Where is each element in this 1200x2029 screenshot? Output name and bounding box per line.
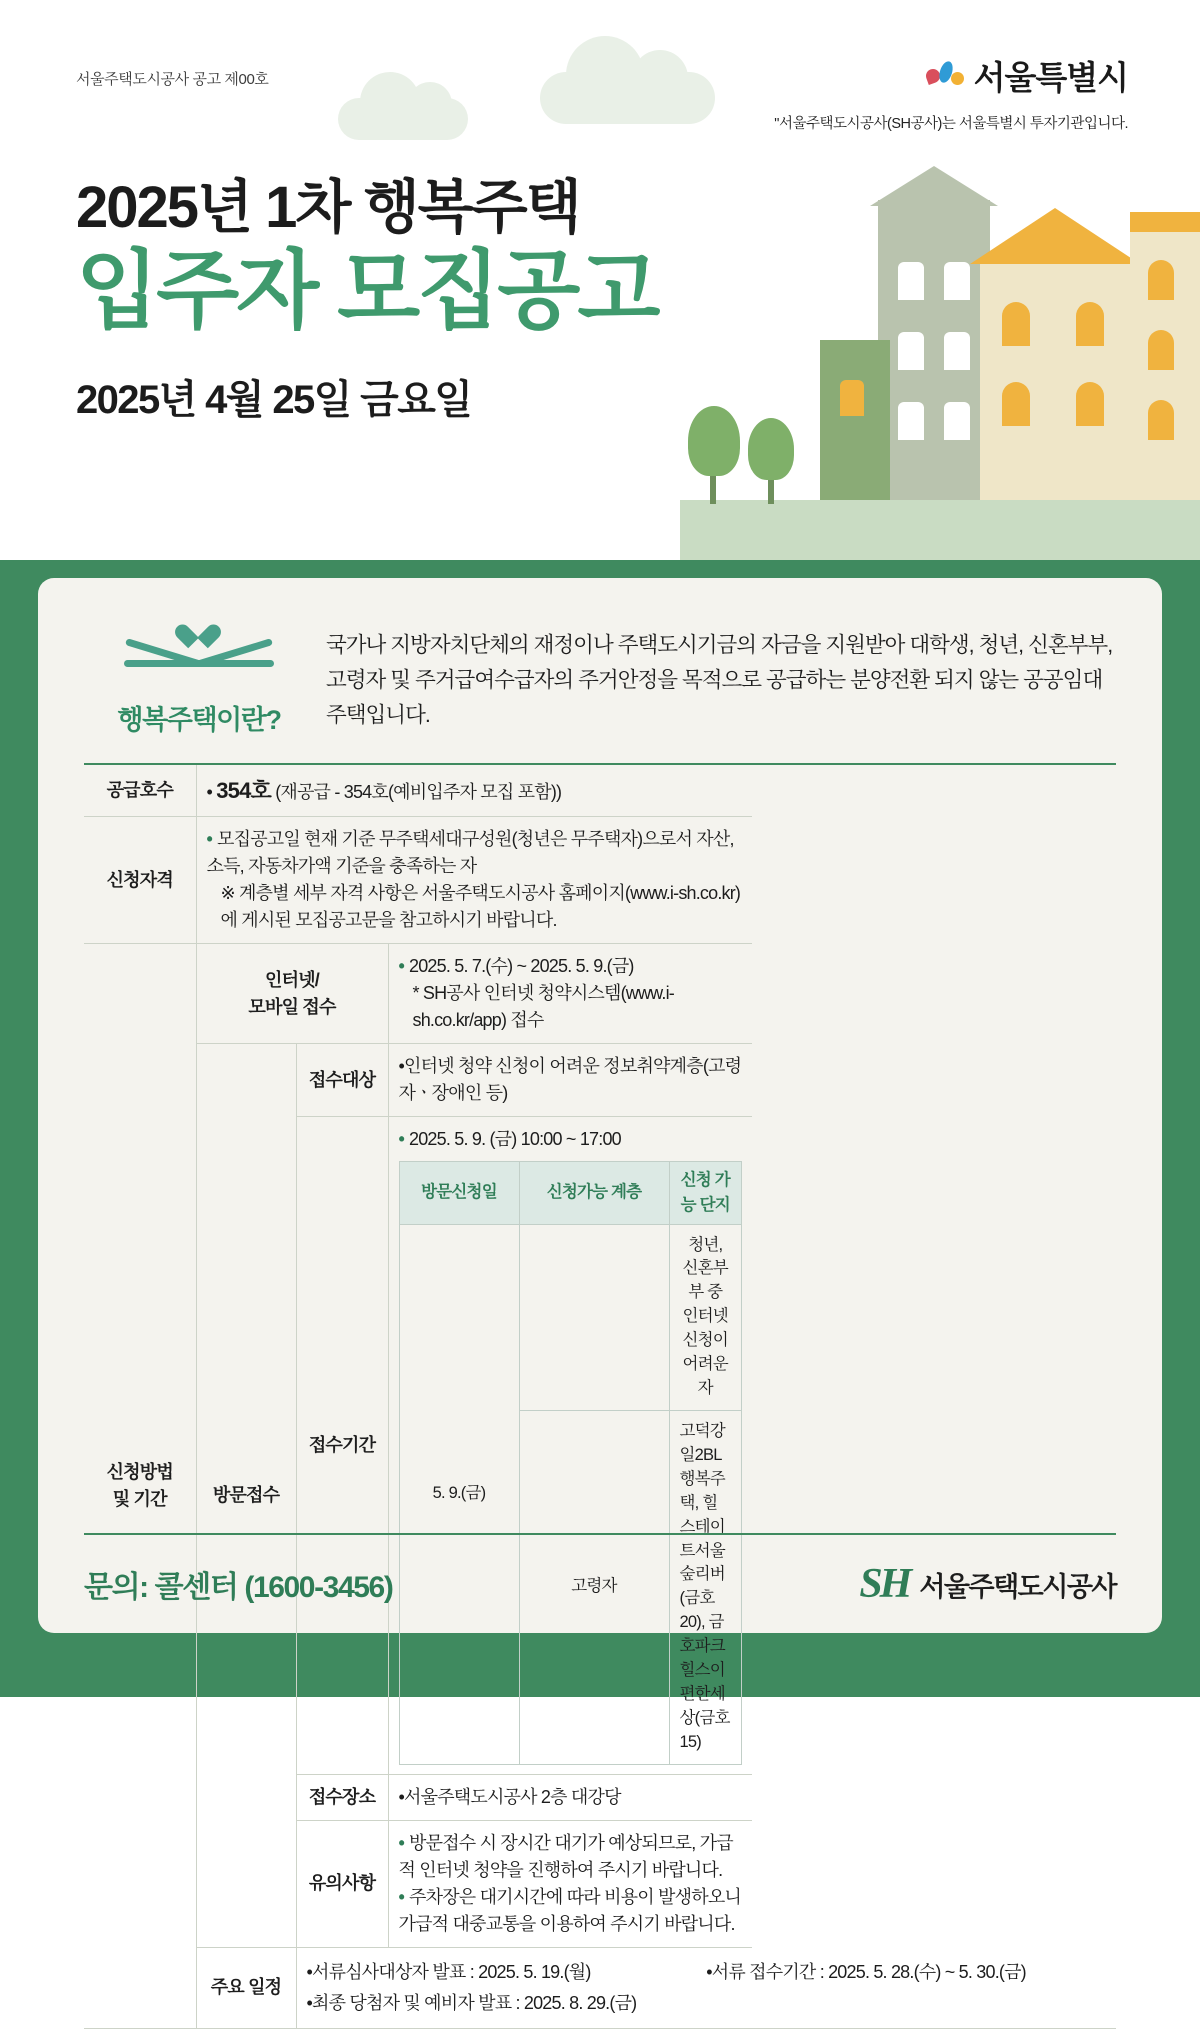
visit-table-header-row: [399, 1162, 742, 1225]
village-illustration: [680, 130, 1200, 560]
sh-logo: [859, 1560, 1116, 1608]
row-value-supply: • 354호 (재공급 - 354호(예비입주자 모집 포함)): [196, 765, 752, 817]
poster-title-block: [76, 175, 657, 425]
visit-schedule-table: [399, 1161, 743, 1765]
supply-detail: (재공급 - 354호(예비입주자 모집 포함)): [275, 782, 562, 802]
visit-table-row: [399, 1224, 742, 1410]
row-label-visit-caution: 유의사항: [296, 1820, 388, 1947]
table-row-visit-target: [84, 1044, 1116, 1117]
visit-target-value: 인터넷 청약 신청이 어려운 정보취약계층(고령자ㆍ장애인 등): [398, 1056, 742, 1103]
sh-logo-text: 서울주택도시공사: [919, 1571, 1116, 1602]
intro-badge-label: 행복주택이란?: [117, 705, 281, 735]
seoul-symbol-icon: [926, 59, 966, 93]
intro-badge: [84, 616, 314, 737]
cloud-icon: [338, 98, 468, 140]
visit-caution-1: 방문접수 시 장시간 대기가 예상되므로, 가급적 인터넷 청약을 진행하여 주시기 바랍니다.: [398, 1832, 733, 1880]
internet-system: * SH공사 인터넷 청약시스템(www.i-sh.co.kr/app) 접수: [412, 983, 674, 1030]
table-row-apply-internet: [84, 944, 1116, 1044]
cloud-icon: [540, 72, 715, 124]
row-label-visit-target: 접수대상: [296, 1044, 388, 1117]
row-label-visit-place: 접수장소: [296, 1774, 388, 1820]
content-panel: [38, 578, 1162, 2013]
eligibility-line-2: ※ 계층별 세부 자격 사항은 서울주택도시공사 홈페이지(www.i-sh.co.kr)에 게시된 모집공고문을 참고하시기 바랍니다.: [220, 883, 741, 930]
info-table: [84, 765, 1116, 2029]
row-label-internet: [196, 944, 388, 1044]
happy-house-icon: [124, 616, 274, 692]
visit-place-value: 서울주택도시공사 2층 대강당: [404, 1786, 621, 1807]
internet-label-line-2: 모바일 접수: [248, 996, 336, 1017]
visit-caution-2: 주차장은 대기시간에 따라 비용이 발생하오니 가급적 대중교통을 이용하여 주시기 바랍니다.: [398, 1886, 741, 1934]
poster-header: [0, 0, 1200, 560]
apply-label-line-2: 및 기간: [112, 1488, 167, 1509]
row-label-eligibility: 신청자격: [84, 817, 196, 944]
intro-section: [38, 578, 1162, 737]
row-value-eligibility: • 모집공고일 현재 기준 무주택세대구성원(청년은 무주택자)으로서 자산, 소득, 자동차가액 기준을 충족하는 자 ※ 계층별 세부 자격 사항은 서울주택도시공사 홈페이지(www.i-sh.co.kr)에 게시된 모집공고문을 참고하시기 바랍니다.: [196, 817, 752, 944]
seoul-city-logo: [926, 52, 1128, 99]
schedule-item-text: 최종 당첨자 및 예비자 발표 : 2025. 8. 29.(금): [312, 1992, 637, 2013]
schedule-item: •서류 접수기간 : 2025. 5. 28.(수) ~ 5. 30.(금): [706, 1961, 1026, 1982]
row-label-visit: 방문접수: [196, 1044, 296, 1948]
row-label-schedule: 주요 일정: [196, 1947, 296, 2028]
call-center-text: 문의: 콜센터 (1600-3456): [84, 1571, 393, 1604]
row-value-schedule: [296, 1947, 1116, 2028]
row-value-visit-place: •서울주택도시공사 2층 대강당: [388, 1774, 752, 1820]
row-label-supply: 공급호수: [84, 765, 196, 817]
row-value-internet: • 2025. 5. 7.(수) ~ 2025. 5. 9.(금) * SH공사 인터넷 청약시스템(www.i-sh.co.kr/app) 접수: [388, 944, 752, 1044]
sh-mark-icon: SH: [859, 1561, 910, 1607]
schedule-item-text: 서류심사대상자 발표 : 2025. 5. 19.(월): [312, 1961, 591, 1982]
apply-label-line-1: 신청방법: [106, 1461, 173, 1482]
visit-period-value: 2025. 5. 9. (금) 10:00 ~ 17:00: [409, 1129, 621, 1149]
seoul-subtitle: "서울주택도시공사(SH공사)는 서울특별시 투자기관입니다.: [774, 116, 1128, 132]
supply-count: 354호: [216, 778, 271, 803]
title-date: 2025년 4월 25일 금요일: [76, 378, 472, 423]
row-value-visit-period: • 2025. 5. 9. (금) 10:00 ~ 17:00 방문신청일 신청가능 계층 신청 가능 단지 5. 9.(금) 청년, 신혼부부 중 인터넷 신청이 어려운 자 고령자 고덕강일2BL 행복주택, 힐스테이트서울숲리버(금호20), 금호파크힐스이편한세상(금호15): [388, 1117, 752, 1775]
seoul-logo-text: 서울특별시: [973, 59, 1128, 96]
schedule-item-text: 서류 접수기간 : 2025. 5. 28.(수) ~ 5. 30.(금): [711, 1961, 1026, 1982]
visit-col-tier: 신청가능 계층: [519, 1162, 669, 1225]
visit-row-tier-2: 고령자: [519, 1410, 669, 1764]
visit-row-tier-1: [519, 1224, 669, 1410]
title-line-2: 입주자 모집공고: [76, 242, 658, 339]
internet-label-line-1: 인터넷/: [265, 969, 319, 990]
row-value-visit-caution: • 방문접수 시 장시간 대기가 예상되므로, 가급적 인터넷 청약을 진행하여 주시기 바랍니다. • 주차장은 대기시간에 따라 비용이 발생하오니 가급적 대중교통을 이용하여 주시기 바랍니다.: [388, 1820, 752, 1947]
notice-number: 서울주택도시공사 공고 제00호: [76, 71, 269, 88]
schedule-item: •서류심사대상자 발표 : 2025. 5. 19.(월): [306, 1961, 591, 1982]
row-label-apply: [84, 944, 196, 2029]
row-value-visit-target: •인터넷 청약 신청이 어려운 정보취약계층(고령자ㆍ장애인 등): [388, 1044, 752, 1117]
visit-col-date: 방문신청일: [399, 1162, 519, 1225]
visit-row-date: 5. 9.(금): [399, 1224, 519, 1764]
table-row-schedule: [84, 1947, 1116, 2028]
visit-row-complex-2: 고덕강일2BL 행복주택, 힐스테이트서울숲리버(금호20), 금호파크힐스이편한세상(금호15): [669, 1410, 742, 1764]
row-label-visit-period: 접수기간: [296, 1117, 388, 1775]
info-table-wrapper: [84, 763, 1116, 2029]
intro-description: 국가나 지방자치단체의 재정이나 주택도시기금의 자금을 지원받아 대학생, 청년, 신혼부부, 고령자 및 주거급여수급자의 주거안정을 목적으로 공급하는 분양전환 되지 않는 공공임대주택입니다.: [326, 633, 1113, 727]
visit-col-complex: 신청 가능 단지: [669, 1162, 742, 1225]
table-row-supply: [84, 765, 1116, 817]
internet-period: 2025. 5. 7.(수) ~ 2025. 5. 9.(금): [409, 956, 634, 976]
schedule-item: •최종 당첨자 및 예비자 발표 : 2025. 8. 29.(금): [306, 1992, 637, 2013]
eligibility-line-1: 모집공고일 현재 기준 무주택세대구성원(청년은 무주택자)으로서 자산, 소득, 자동차가액 기준을 충족하는 자: [206, 829, 734, 876]
title-line-1: 2025년 1차 행복주택: [76, 175, 580, 240]
table-row-eligibility: [84, 817, 1116, 944]
visit-row-complex-1: 청년, 신혼부부 중 인터넷 신청이 어려운 자: [669, 1224, 742, 1410]
poster-footer: [84, 1533, 1116, 1633]
